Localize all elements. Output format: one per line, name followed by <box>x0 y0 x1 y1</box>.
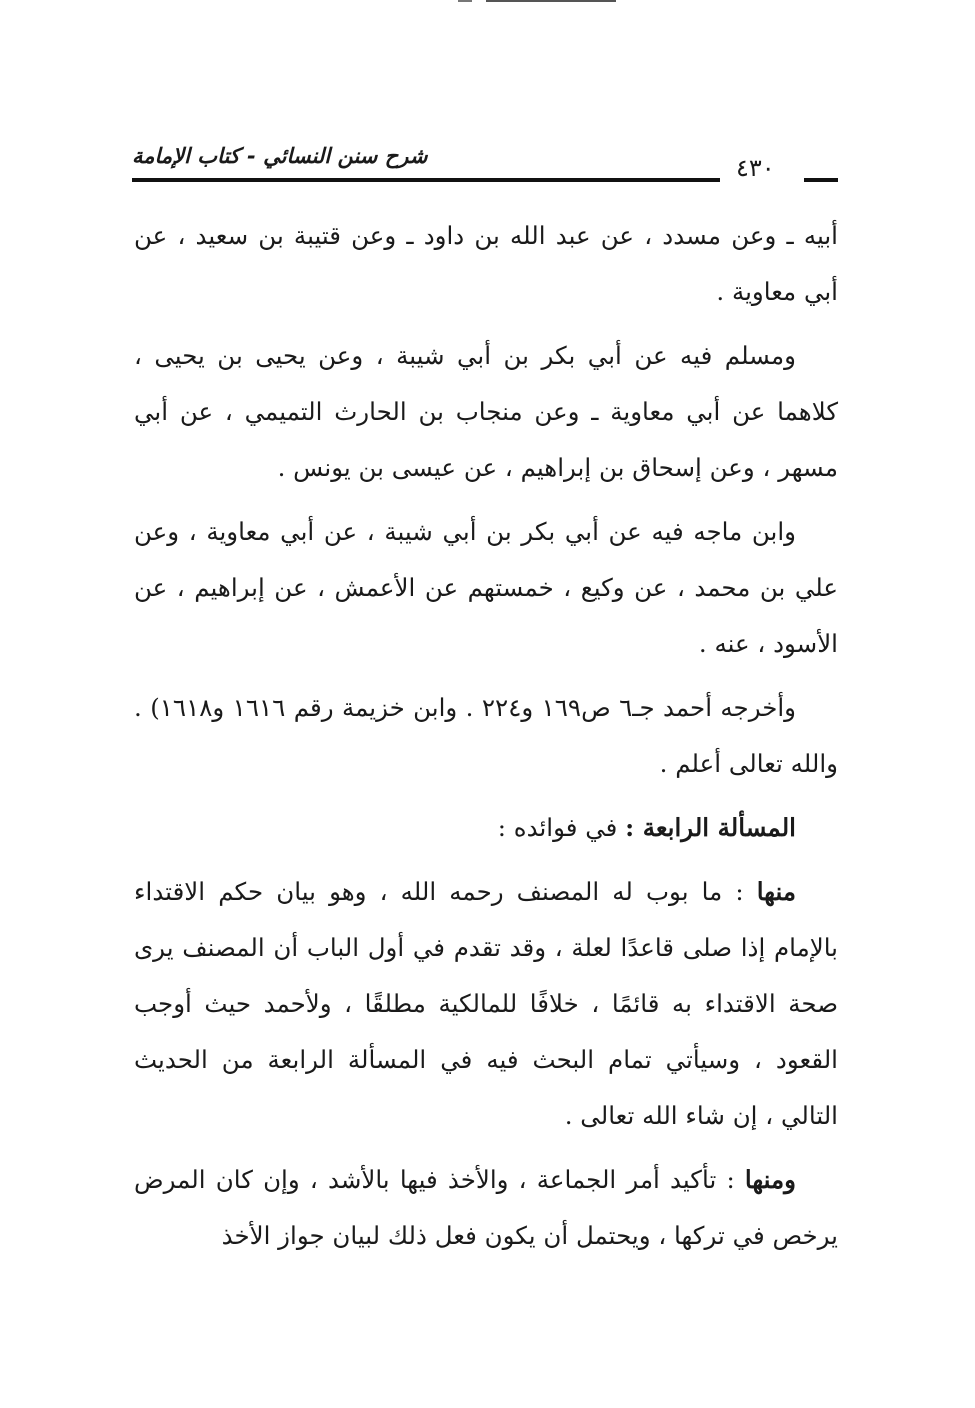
header-rule-short <box>804 178 838 182</box>
paragraph-text: ومسلم فيه عن أبي بكر بن أبي شيبة ، وعن يحيى بن يحيى ، كلاهما عن أبي معاوية ـ وعن منجاب بن الحارث التميمي ، عن أبي مسهر ، وعن إسحاق بن إبراهيم ، عن عيسى بن يونس . <box>134 341 838 482</box>
paragraph <box>134 680 838 792</box>
paragraph <box>134 504 838 672</box>
section-heading-text: في فوائده : <box>497 813 626 842</box>
header-rule <box>132 178 720 182</box>
page-number: ٤٣٠ <box>736 154 775 182</box>
paragraph-text: وأخرجه أحمد جـ٦ ص١٦٩ و٢٢٤ . وابن خزيمة رقم ١٦١٦ و١٦١٨) . والله تعالى أعلم . <box>134 693 838 778</box>
paragraph <box>134 1152 838 1264</box>
section-heading <box>134 800 838 856</box>
section-heading-lead: المسألة الرابعة : <box>625 813 796 842</box>
paragraph <box>134 208 838 320</box>
body-text <box>134 208 838 1272</box>
paragraph-text: : ما بوب له المصنف رحمه الله ، وهو بيان حكم الاقتداء بالإمام إذا صلى قاعدًا لعلة ، وقد تقدم في أول الباب أن المصنف يرى صحة الاقتداء به قائمًا ، خلافًا للمالكية مطلقًا ، ولأحمد حيث أوجب القعود ، وسيأتي تمام البحث فيه في المسألة الرابعة من الحديث التالي ، إن شاء الله تعالى . <box>134 877 838 1130</box>
top-edge-dash <box>458 0 472 2</box>
paragraph-lead: ومنها <box>744 1165 796 1194</box>
page-header <box>132 140 838 186</box>
paragraph <box>134 328 838 496</box>
paragraph-text: وابن ماجه فيه عن أبي بكر بن أبي شيبة ، عن أبي معاوية ، وعن علي بن محمد ، عن وكيع ، خمستهم عن الأعمش ، عن إبراهيم ، عن الأسود ، عنه . <box>134 517 838 658</box>
paragraph <box>134 864 838 1144</box>
paragraph-text: أبيه ـ وعن مسدد ، عن عبد الله بن داود ـ وعن قتيبة بن سعيد ، عن أبي معاوية . <box>134 221 838 306</box>
top-edge-mark <box>486 0 616 2</box>
running-title: شرح سنن النسائي - كتاب الإمامة <box>132 144 428 168</box>
paragraph-text: : تأكيد أمر الجماعة ، والأخذ فيها بالأشد ، وإن كان المرض يرخص في تركها ، ويحتمل أن يكون فعل ذلك لبيان جواز الأخذ <box>134 1165 838 1250</box>
paragraph-lead: منها <box>756 877 796 906</box>
